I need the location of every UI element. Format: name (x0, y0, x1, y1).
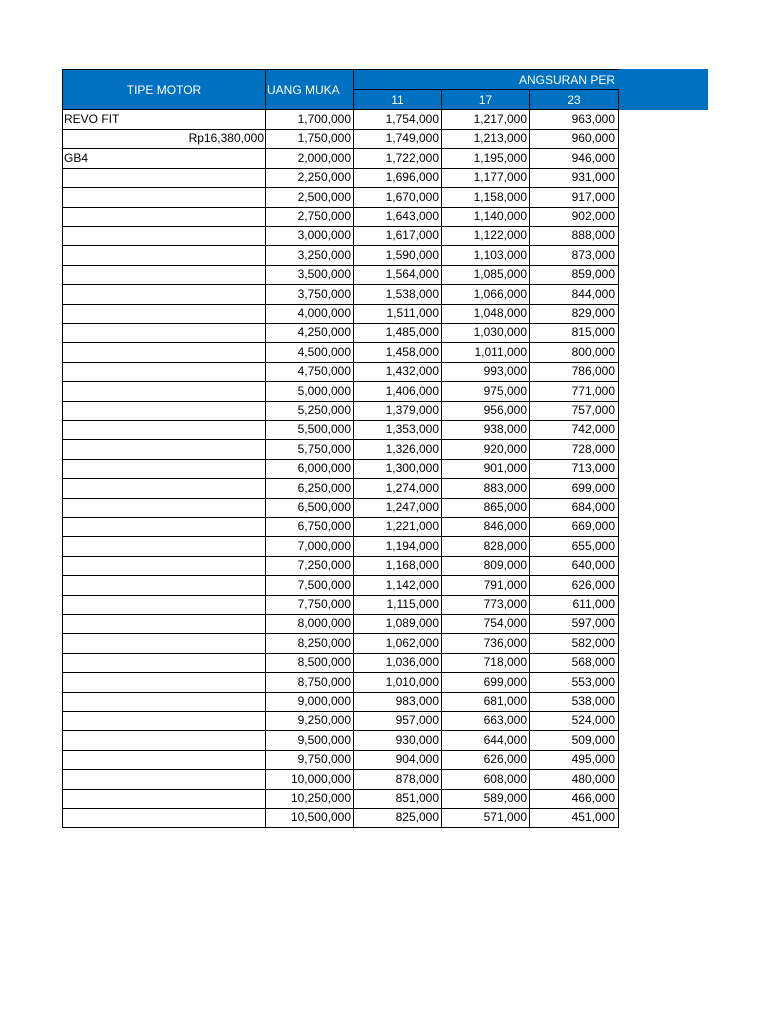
cell-angsuran-23: 597,000 (529, 614, 619, 634)
cell-angsuran-17: 1,140,000 (441, 207, 530, 227)
cell-angsuran-11: 1,458,000 (353, 343, 442, 363)
header-tenor-11: 11 (353, 89, 442, 110)
cell-tipe-motor (62, 479, 266, 499)
cell-tipe-motor (62, 614, 266, 634)
cell-uang-muka: 3,500,000 (265, 265, 354, 285)
cell-angsuran-17: 754,000 (441, 614, 530, 634)
cell-angsuran-11: 904,000 (353, 750, 442, 770)
cell-angsuran-11: 1,617,000 (353, 226, 442, 246)
cell-angsuran-11: 1,300,000 (353, 459, 442, 479)
cell-angsuran-17: 1,085,000 (441, 265, 530, 285)
cell-angsuran-17: 865,000 (441, 498, 530, 518)
cell-angsuran-17: 1,066,000 (441, 285, 530, 305)
cell-angsuran-11: 1,326,000 (353, 440, 442, 460)
cell-angsuran-11: 1,168,000 (353, 556, 442, 576)
cell-tipe-motor (62, 323, 266, 343)
cell-tipe-motor (62, 265, 266, 285)
cell-angsuran-17: 1,122,000 (441, 226, 530, 246)
cell-uang-muka: 10,250,000 (265, 789, 354, 809)
cell-angsuran-11: 1,722,000 (353, 149, 442, 169)
cell-uang-muka: 5,250,000 (265, 401, 354, 421)
cell-angsuran-11: 1,749,000 (353, 129, 442, 149)
cell-angsuran-23: 728,000 (529, 440, 619, 460)
cell-uang-muka: 9,500,000 (265, 731, 354, 751)
cell-uang-muka: 8,750,000 (265, 673, 354, 693)
cell-angsuran-23: 960,000 (529, 129, 619, 149)
cell-tipe-motor (62, 420, 266, 440)
cell-angsuran-17: 809,000 (441, 556, 530, 576)
cell-tipe-motor (62, 808, 266, 828)
cell-uang-muka: 4,000,000 (265, 304, 354, 324)
cell-angsuran-11: 1,379,000 (353, 401, 442, 421)
cell-uang-muka: 6,500,000 (265, 498, 354, 518)
cell-angsuran-17: 956,000 (441, 401, 530, 421)
cell-angsuran-11: 1,538,000 (353, 285, 442, 305)
cell-tipe-motor (62, 750, 266, 770)
cell-angsuran-11: 1,564,000 (353, 265, 442, 285)
cell-angsuran-17: 1,213,000 (441, 129, 530, 149)
cell-angsuran-17: 828,000 (441, 537, 530, 557)
cell-uang-muka: 10,500,000 (265, 808, 354, 828)
cell-angsuran-23: 859,000 (529, 265, 619, 285)
cell-angsuran-23: 742,000 (529, 420, 619, 440)
cell-angsuran-23: 495,000 (529, 750, 619, 770)
cell-tipe-motor (62, 498, 266, 518)
cell-angsuran-17: 975,000 (441, 382, 530, 402)
cell-angsuran-17: 938,000 (441, 420, 530, 440)
cell-tipe-motor (62, 537, 266, 557)
cell-uang-muka: 7,500,000 (265, 576, 354, 596)
cell-angsuran-11: 957,000 (353, 711, 442, 731)
cell-tipe-motor: REVO FIT (62, 110, 266, 130)
cell-angsuran-11: 1,115,000 (353, 595, 442, 615)
cell-angsuran-23: 713,000 (529, 459, 619, 479)
cell-tipe-motor (62, 634, 266, 654)
cell-angsuran-11: 1,485,000 (353, 323, 442, 343)
cell-angsuran-17: 883,000 (441, 479, 530, 499)
cell-uang-muka: 6,000,000 (265, 459, 354, 479)
cell-angsuran-23: 568,000 (529, 653, 619, 673)
cell-tipe-motor (62, 362, 266, 382)
cell-angsuran-17: 1,048,000 (441, 304, 530, 324)
cell-angsuran-11: 1,643,000 (353, 207, 442, 227)
cell-uang-muka: 9,250,000 (265, 711, 354, 731)
cell-angsuran-23: 451,000 (529, 808, 619, 828)
cell-uang-muka: 9,000,000 (265, 692, 354, 712)
cell-uang-muka: 8,500,000 (265, 653, 354, 673)
cell-uang-muka: 6,750,000 (265, 517, 354, 537)
cell-uang-muka: 7,750,000 (265, 595, 354, 615)
cell-angsuran-11: 1,511,000 (353, 304, 442, 324)
header-tenor-23: 23 (529, 89, 619, 110)
cell-angsuran-17: 791,000 (441, 576, 530, 596)
cell-angsuran-17: 1,177,000 (441, 168, 530, 188)
cell-angsuran-11: 825,000 (353, 808, 442, 828)
cell-angsuran-23: 524,000 (529, 711, 619, 731)
cell-angsuran-11: 1,089,000 (353, 614, 442, 634)
cell-tipe-motor: GB4 (62, 149, 266, 169)
cell-uang-muka: 8,000,000 (265, 614, 354, 634)
cell-angsuran-11: 1,754,000 (353, 110, 442, 130)
cell-angsuran-17: 1,030,000 (441, 323, 530, 343)
cell-tipe-motor (62, 285, 266, 305)
cell-angsuran-17: 993,000 (441, 362, 530, 382)
cell-angsuran-23: 699,000 (529, 479, 619, 499)
cell-angsuran-23: 815,000 (529, 323, 619, 343)
cell-tipe-motor (62, 653, 266, 673)
cell-tipe-motor (62, 770, 266, 790)
cell-angsuran-11: 1,406,000 (353, 382, 442, 402)
cell-angsuran-23: 582,000 (529, 634, 619, 654)
header-tipe-motor: TIPE MOTOR (62, 69, 266, 110)
cell-angsuran-23: 917,000 (529, 188, 619, 208)
cell-angsuran-17: 901,000 (441, 459, 530, 479)
cell-tipe-motor (62, 692, 266, 712)
cell-tipe-motor (62, 207, 266, 227)
cell-angsuran-17: 1,011,000 (441, 343, 530, 363)
cell-angsuran-23: 669,000 (529, 517, 619, 537)
cell-angsuran-11: 1,036,000 (353, 653, 442, 673)
cell-angsuran-23: 684,000 (529, 498, 619, 518)
cell-tipe-motor (62, 246, 266, 266)
cell-angsuran-17: 571,000 (441, 808, 530, 828)
cell-angsuran-17: 718,000 (441, 653, 530, 673)
cell-angsuran-17: 608,000 (441, 770, 530, 790)
cell-uang-muka: 5,500,000 (265, 420, 354, 440)
cell-tipe-motor (62, 673, 266, 693)
cell-uang-muka: 1,700,000 (265, 110, 354, 130)
cell-tipe-motor (62, 731, 266, 751)
cell-tipe-motor (62, 168, 266, 188)
cell-angsuran-17: 699,000 (441, 673, 530, 693)
cell-angsuran-11: 1,010,000 (353, 673, 442, 693)
cell-angsuran-11: 1,062,000 (353, 634, 442, 654)
cell-uang-muka: 6,250,000 (265, 479, 354, 499)
cell-uang-muka: 3,750,000 (265, 285, 354, 305)
cell-tipe-motor (62, 576, 266, 596)
cell-tipe-motor (62, 343, 266, 363)
cell-angsuran-23: 946,000 (529, 149, 619, 169)
cell-angsuran-23: 553,000 (529, 673, 619, 693)
cell-uang-muka: 10,000,000 (265, 770, 354, 790)
cell-angsuran-11: 983,000 (353, 692, 442, 712)
cell-angsuran-17: 1,158,000 (441, 188, 530, 208)
cell-tipe-motor (62, 401, 266, 421)
cell-angsuran-17: 920,000 (441, 440, 530, 460)
cell-uang-muka: 7,000,000 (265, 537, 354, 557)
cell-uang-muka: 5,000,000 (265, 382, 354, 402)
cell-angsuran-11: 851,000 (353, 789, 442, 809)
cell-angsuran-23: 509,000 (529, 731, 619, 751)
cell-angsuran-17: 589,000 (441, 789, 530, 809)
cell-uang-muka: 4,500,000 (265, 343, 354, 363)
cell-angsuran-23: 902,000 (529, 207, 619, 227)
cell-angsuran-17: 1,103,000 (441, 246, 530, 266)
cell-angsuran-17: 681,000 (441, 692, 530, 712)
cell-uang-muka: 8,250,000 (265, 634, 354, 654)
cell-tipe-motor (62, 789, 266, 809)
cell-tipe-motor (62, 226, 266, 246)
cell-angsuran-11: 878,000 (353, 770, 442, 790)
cell-angsuran-17: 663,000 (441, 711, 530, 731)
cell-angsuran-11: 1,221,000 (353, 517, 442, 537)
cell-tipe-motor (62, 711, 266, 731)
cell-angsuran-23: 829,000 (529, 304, 619, 324)
cell-angsuran-17: 1,217,000 (441, 110, 530, 130)
cell-tipe-motor (62, 595, 266, 615)
cell-angsuran-17: 626,000 (441, 750, 530, 770)
cell-angsuran-11: 1,696,000 (353, 168, 442, 188)
cell-angsuran-11: 1,142,000 (353, 576, 442, 596)
cell-angsuran-23: 873,000 (529, 246, 619, 266)
cell-angsuran-23: 655,000 (529, 537, 619, 557)
cell-angsuran-23: 611,000 (529, 595, 619, 615)
cell-angsuran-17: 644,000 (441, 731, 530, 751)
cell-tipe-motor (62, 188, 266, 208)
cell-angsuran-23: 480,000 (529, 770, 619, 790)
cell-angsuran-23: 626,000 (529, 576, 619, 596)
cell-uang-muka: 3,000,000 (265, 226, 354, 246)
cell-angsuran-23: 844,000 (529, 285, 619, 305)
cell-angsuran-23: 800,000 (529, 343, 619, 363)
cell-angsuran-23: 786,000 (529, 362, 619, 382)
cell-angsuran-23: 771,000 (529, 382, 619, 402)
cell-angsuran-17: 736,000 (441, 634, 530, 654)
cell-tipe-motor (62, 459, 266, 479)
cell-uang-muka: 4,750,000 (265, 362, 354, 382)
cell-uang-muka: 2,500,000 (265, 188, 354, 208)
cell-angsuran-11: 1,353,000 (353, 420, 442, 440)
cell-tipe-motor (62, 517, 266, 537)
cell-angsuran-11: 1,670,000 (353, 188, 442, 208)
cell-angsuran-11: 1,194,000 (353, 537, 442, 557)
cell-uang-muka: 2,250,000 (265, 168, 354, 188)
cell-angsuran-11: 930,000 (353, 731, 442, 751)
header-tenor-17: 17 (441, 89, 530, 110)
cell-angsuran-23: 931,000 (529, 168, 619, 188)
cell-uang-muka: 2,000,000 (265, 149, 354, 169)
cell-angsuran-23: 538,000 (529, 692, 619, 712)
cell-angsuran-23: 466,000 (529, 789, 619, 809)
header-angsuran-per: ANGSURAN PER (353, 69, 619, 90)
cell-tipe-motor: Rp16,380,000 (62, 129, 266, 149)
cell-angsuran-17: 773,000 (441, 595, 530, 615)
cell-tipe-motor (62, 382, 266, 402)
cell-angsuran-11: 1,247,000 (353, 498, 442, 518)
cell-uang-muka: 4,250,000 (265, 323, 354, 343)
cell-angsuran-17: 846,000 (441, 517, 530, 537)
header-uang-muka: UANG MUKA (265, 69, 354, 110)
cell-uang-muka: 7,250,000 (265, 556, 354, 576)
cell-uang-muka: 2,750,000 (265, 207, 354, 227)
cell-uang-muka: 1,750,000 (265, 129, 354, 149)
cell-angsuran-23: 757,000 (529, 401, 619, 421)
cell-tipe-motor (62, 440, 266, 460)
cell-angsuran-23: 888,000 (529, 226, 619, 246)
cell-tipe-motor (62, 556, 266, 576)
cell-angsuran-17: 1,195,000 (441, 149, 530, 169)
cell-angsuran-23: 640,000 (529, 556, 619, 576)
cell-angsuran-11: 1,432,000 (353, 362, 442, 382)
cell-uang-muka: 5,750,000 (265, 440, 354, 460)
cell-uang-muka: 9,750,000 (265, 750, 354, 770)
cell-angsuran-11: 1,274,000 (353, 479, 442, 499)
cell-uang-muka: 3,250,000 (265, 246, 354, 266)
cell-angsuran-11: 1,590,000 (353, 246, 442, 266)
cell-angsuran-23: 963,000 (529, 110, 619, 130)
cell-tipe-motor (62, 304, 266, 324)
